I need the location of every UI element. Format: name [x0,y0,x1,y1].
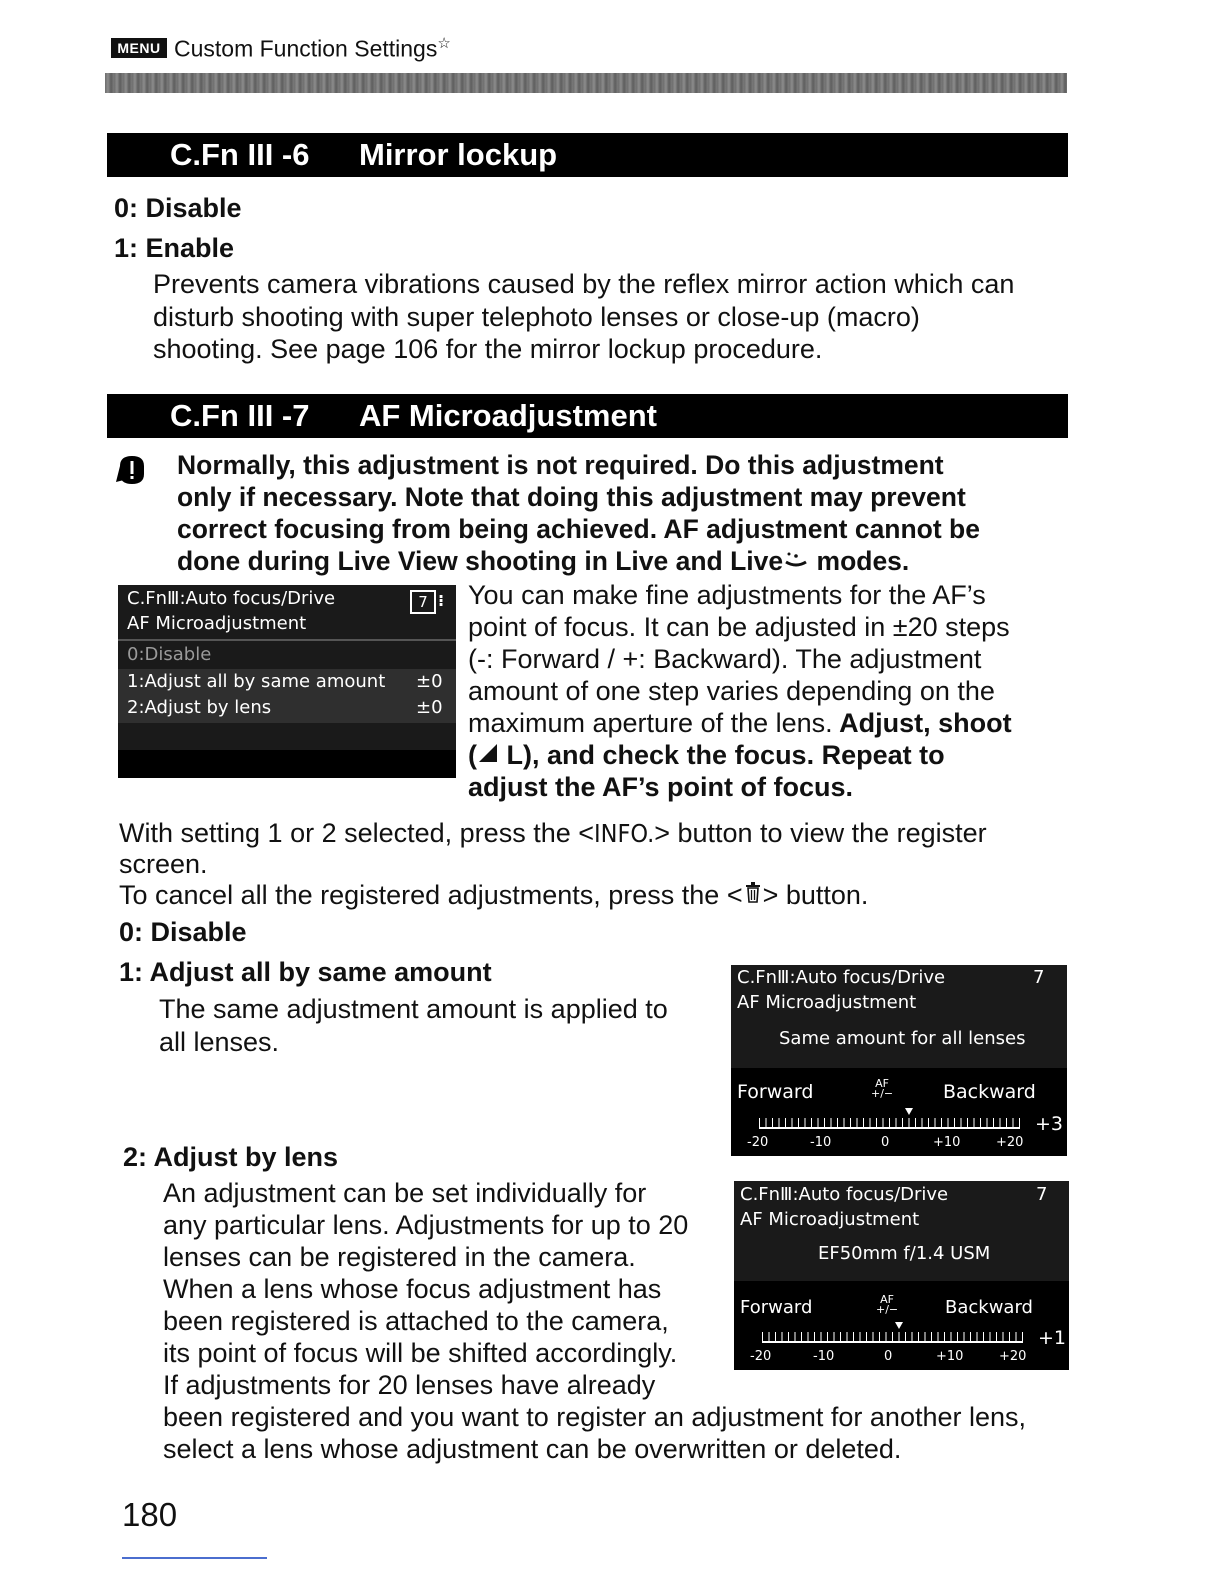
scale-label: -20 [747,1135,769,1150]
text-line: lenses can be registered in the camera. [163,1242,636,1272]
page-indicator: 7 [1033,967,1045,988]
af-adjust-icon: AF +/− [876,1293,899,1316]
text-line [468,707,1012,739]
text-line: The same adjustment amount is applied to [159,994,668,1024]
screen-subtitle: AF Microadjustment [737,992,917,1013]
text-part: maximum aperture of the lens. [468,708,833,738]
paren: ( [468,740,477,770]
af-adjust-icon: AF +/− [871,1077,894,1100]
scale-label: 0 [881,1135,890,1150]
forward-label: Forward [737,1081,814,1103]
text-line: only if necessary. Note that doing this adjustment may prevent [177,482,966,512]
screen-header: C.FnⅢ:Auto focus/Drive [127,588,336,609]
screen-caption: Same amount for all lenses [779,1028,1026,1049]
text-line: all lenses. [159,1026,280,1057]
option-adjust-all: 1: Adjust all by same amount [119,957,492,987]
text-line: An adjustment can be set individually for [163,1178,647,1208]
scale-label: 0 [884,1349,893,1364]
star-icon: ☆ [437,35,451,52]
caution-text [177,449,980,577]
screen-footer [118,750,456,778]
text-line: point of focus. It can be adjusted in ±20 steps [468,612,1010,642]
backward-label: Backward [943,1081,1036,1103]
text-line: When a lens whose focus adjustment has [163,1274,662,1304]
text-line: Prevents camera vibrations caused by the reflex mirror action which can [153,269,1015,299]
text-line: If adjustments for 20 lenses have already [163,1370,656,1400]
menu-item-adjust-by-lens[interactable]: 2:Adjust by lens [127,697,272,718]
scale-marker [905,1108,913,1115]
footer-rule [122,1557,267,1559]
camera-screen-menu [118,585,456,778]
scale-label: +10 [936,1349,964,1364]
text-line [468,739,1012,771]
camera-screen-by-lens [734,1181,1069,1370]
info-button-label: INFO. [594,819,655,848]
bold-text: Adjust, shoot [832,708,1012,738]
forward-label: Forward [740,1297,813,1318]
scale-label: +20 [999,1349,1027,1364]
text-line: adjust the AF’s point of focus. [468,772,853,802]
bold-text: L), and check the focus. Repeat to [506,740,945,770]
section-title: Mirror lockup [359,137,558,172]
scale-label: -20 [750,1349,772,1364]
header-rule [105,73,1067,93]
scale-baseline [762,1341,1023,1343]
menu-item-value: ±0 [416,697,443,718]
text-part: > button. [762,880,869,910]
text-line: any particular lens. Adjustments for up to 20 [163,1210,689,1240]
mirror-lockup-description [153,268,1014,366]
text-line: You can make fine adjustments for the AF’s [468,580,986,610]
option-enable: 1: Enable [114,233,235,263]
section-bar-mirror-lockup [107,133,1068,177]
menu-badge: MENU [111,38,167,58]
adjust-all-description [159,993,668,1058]
divider [118,639,456,641]
scale-label: -10 [810,1135,832,1150]
adjustment-scale [759,1108,1019,1138]
option-disable: 0: Disable [114,193,242,223]
text-line: screen. [119,849,208,879]
text-line: amount of one step varies depending on the [468,676,995,706]
text-part: > button to view the register [654,818,987,848]
text-line [119,818,987,849]
backward-label: Backward [945,1297,1033,1318]
text-line: Normally, this adjustment is not required. Do this adjustment [177,450,944,480]
warning-text: done during Live View shooting in Live and Live [177,546,784,576]
menu-item-adjust-all[interactable]: 1:Adjust all by same amount [127,671,386,692]
text-line: shooting. See page 106 for the mirror lockup procedure. [153,334,823,364]
screen-header: C.FnⅢ:Auto focus/Drive [737,967,946,988]
option-disable: 0: Disable [119,917,247,947]
text-line: select a lens whose adjustment can be overwritten or deleted. [163,1434,902,1464]
camera-screen-same-amount [731,965,1067,1156]
caution-icon [114,452,150,488]
warning-text-end: modes. [809,546,910,576]
page-header [174,34,451,63]
section-code: C.Fn III -7 [170,398,310,433]
lens-name: EF50mm f/1.4 USM [818,1243,991,1264]
text-line [177,545,980,577]
scale-label: +10 [933,1135,961,1150]
scale-marker [895,1322,903,1329]
option-adjust-by-lens: 2: Adjust by lens [123,1142,339,1172]
scale-baseline [759,1127,1020,1129]
text-line: been registered is attached to the camera, [163,1306,669,1336]
text-part: With setting 1 or 2 selected, press the < [119,818,594,848]
menu-item-disable[interactable]: 0:Disable [127,644,212,665]
header-title: Custom Function Settings [174,35,438,62]
text-line [119,880,987,911]
af-microadjustment-description [468,579,1012,803]
adjustment-scale [762,1322,1022,1352]
page-indicator: 7 [410,590,436,614]
section-title: AF Microadjustment [359,398,657,433]
menu-item-value: ±0 [416,671,443,692]
section-bar-af-microadjustment [107,394,1068,438]
live-face-icon [783,548,809,570]
screen-subtitle: AF Microadjustment [127,613,307,634]
scale-label: +20 [996,1135,1024,1150]
screen-header: C.FnⅢ:Auto focus/Drive [740,1184,949,1205]
page-number: 180 [122,1496,178,1533]
page-indicator: 7 [1036,1184,1048,1205]
text-line: been registered and you want to register an adjustment for another lens, [163,1402,1027,1432]
text-line: disturb shooting with super telephoto lenses or close-up (macro) [153,301,920,332]
text-line: (-: Forward / +: Backward). The adjustment [468,644,982,674]
info-instructions [119,818,987,911]
text-line: correct focusing from being achieved. AF adjustment cannot be [177,514,980,544]
adjustment-value: +1 [1038,1327,1067,1349]
text-part: To cancel all the registered adjustments, press the < [119,880,743,910]
text-line: its point of focus will be shifted accordingly. [163,1338,678,1368]
adjustment-value: +3 [1035,1113,1064,1135]
quality-triangle-icon [477,742,499,764]
scale-label: -10 [813,1349,835,1364]
scroll-arrows-icon: ⁝ [438,591,445,610]
section-code: C.Fn III -6 [170,137,310,172]
screen-subtitle: AF Microadjustment [740,1209,920,1230]
trash-icon [743,880,763,904]
